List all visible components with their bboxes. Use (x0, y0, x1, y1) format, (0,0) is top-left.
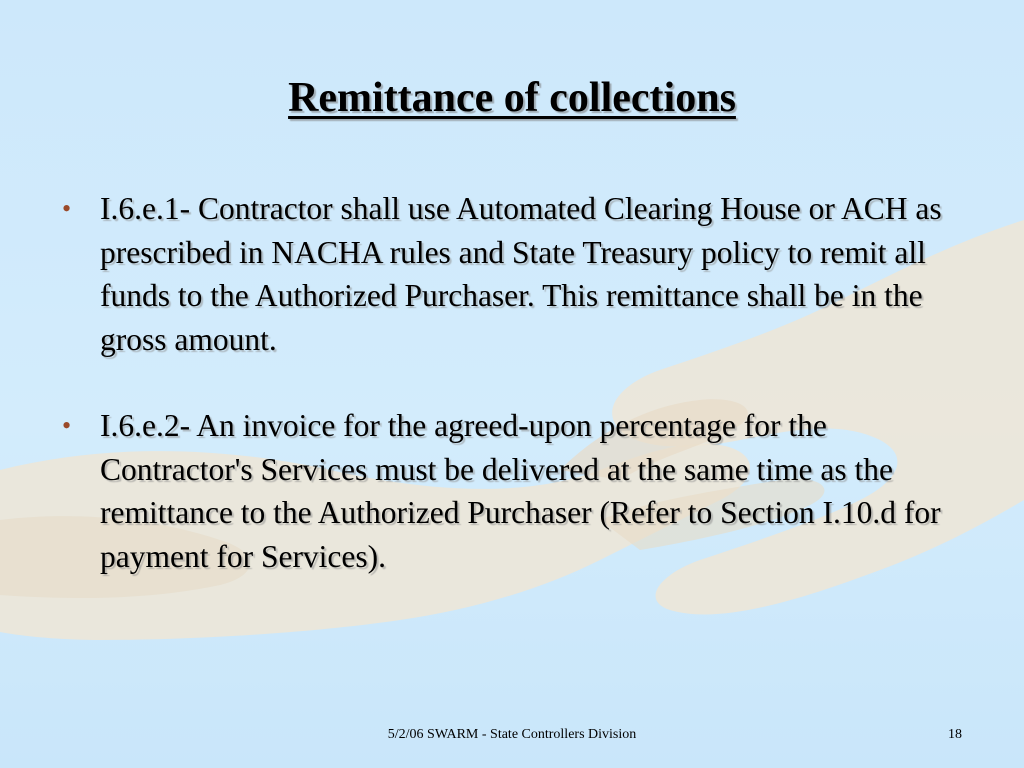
slide-title: Remittance of collections (288, 75, 736, 121)
bullet-dot-icon: • (62, 411, 72, 440)
bullet-item-1 (62, 187, 962, 361)
footer-date-org: 5/2/06 SWARM - State Controllers Division (387, 727, 637, 742)
page-number: 18 (948, 727, 962, 742)
bullet-text-2: I.6.e.2- An invoice for the agreed-upon percentage for the Contractor's Services must be delivered at the same time as the remittance to the Authorized Purchaser (Refer to Section I.10.d for payment for Services). (100, 408, 941, 574)
bullet-list (62, 187, 962, 578)
bullet-text-1: I.6.e.1- Contractor shall use Automated Clearing House or ACH as prescribed in NACHA rules and State Treasury policy to remit all funds to the Authorized Purchaser. This remittance shall be in the gross amount. (100, 191, 942, 357)
bullet-item-2 (62, 404, 962, 578)
bullet-dot-icon: • (62, 194, 72, 223)
